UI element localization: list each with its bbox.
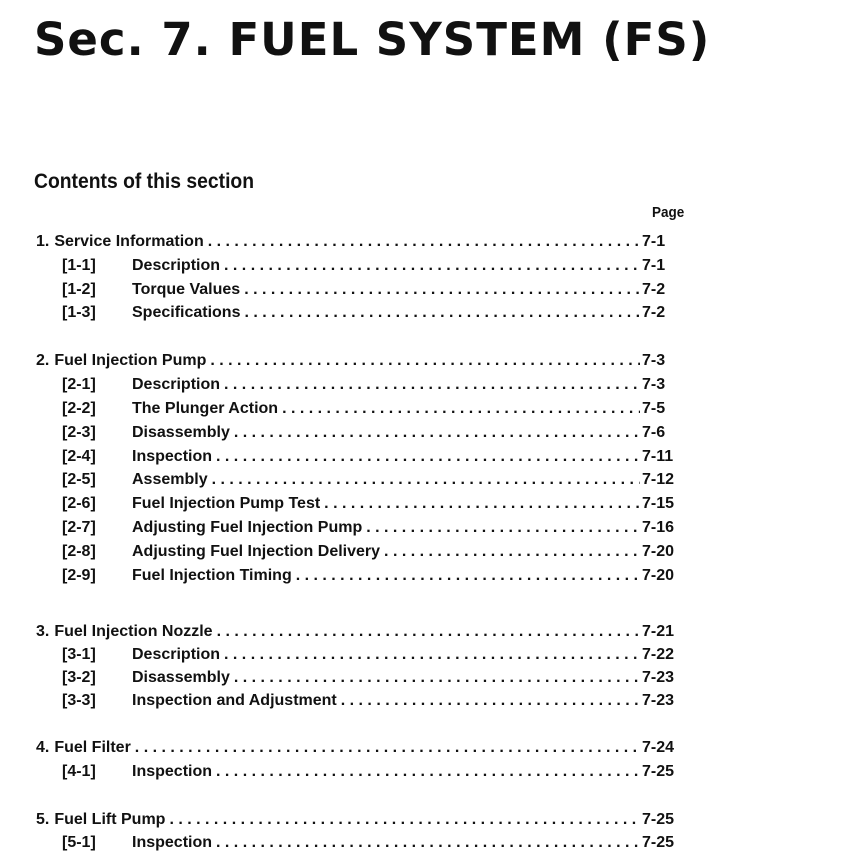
toc-page-number: 7-6 bbox=[642, 424, 666, 441]
toc-number: [4-1] bbox=[62, 763, 96, 780]
toc-entry-2-6[interactable] bbox=[62, 493, 700, 515]
dot-leader bbox=[206, 350, 640, 372]
toc-entry-1-2[interactable] bbox=[62, 279, 700, 301]
toc-page-number: 7-16 bbox=[642, 519, 675, 536]
toc-page-number: 7-3 bbox=[642, 376, 666, 393]
toc-number: [2-7] bbox=[62, 519, 96, 536]
toc-entry-1-3[interactable] bbox=[62, 302, 700, 324]
dot-leader bbox=[204, 231, 640, 253]
toc-number: [1-3] bbox=[62, 304, 96, 321]
toc-entry-3-2[interactable] bbox=[62, 667, 700, 689]
toc-section-2[interactable] bbox=[36, 350, 700, 372]
toc-entry-2-2[interactable] bbox=[62, 398, 700, 420]
toc-label: Adjusting Fuel Injection Pump bbox=[132, 519, 363, 536]
toc-entry-2-1[interactable] bbox=[62, 374, 700, 396]
toc-number: [3-3] bbox=[62, 692, 96, 709]
toc-number: [2-8] bbox=[62, 543, 96, 560]
dot-leader bbox=[337, 690, 640, 712]
toc-page-number: 7-20 bbox=[642, 543, 675, 560]
toc-number: [2-4] bbox=[62, 448, 96, 465]
toc-entry-2-7[interactable] bbox=[62, 517, 700, 539]
toc-number: [3-1] bbox=[62, 646, 96, 663]
toc-number: [1-2] bbox=[62, 281, 96, 298]
dot-leader bbox=[362, 517, 640, 539]
toc-page-number: 7-24 bbox=[642, 739, 675, 756]
toc-entry-2-4[interactable] bbox=[62, 446, 700, 468]
toc-page-number: 7-12 bbox=[642, 471, 675, 488]
toc-entry-2-5[interactable] bbox=[62, 469, 700, 491]
toc-section-1[interactable] bbox=[36, 231, 700, 253]
toc-label: Fuel Injection Pump Test bbox=[132, 495, 321, 512]
dot-leader bbox=[230, 667, 640, 689]
toc-number: 5. bbox=[36, 811, 50, 828]
toc-number: [2-1] bbox=[62, 376, 96, 393]
toc-number: [2-5] bbox=[62, 471, 96, 488]
dot-leader bbox=[212, 761, 640, 783]
toc-label: Service Information bbox=[54, 233, 204, 250]
dot-leader bbox=[220, 374, 640, 396]
toc-label: The Plunger Action bbox=[132, 400, 279, 417]
toc-page-number: 7-11 bbox=[642, 448, 674, 465]
toc-page-number: 7-1 bbox=[642, 257, 666, 274]
toc-label: Description bbox=[132, 257, 221, 274]
toc-label: Torque Values bbox=[132, 281, 241, 298]
dot-leader bbox=[220, 644, 640, 666]
contents-heading: Contents of this section bbox=[34, 170, 255, 193]
toc-number: [2-6] bbox=[62, 495, 96, 512]
toc-label: Inspection and Adjustment bbox=[132, 692, 337, 709]
toc-entry-3-3[interactable] bbox=[62, 690, 700, 712]
toc-section-3[interactable] bbox=[36, 621, 700, 643]
toc-label: Fuel Filter bbox=[54, 739, 131, 756]
toc-page-number: 7-25 bbox=[642, 763, 675, 780]
toc-number: 2. bbox=[36, 352, 50, 369]
toc-label: Description bbox=[132, 376, 221, 393]
toc-page-number: 7-23 bbox=[642, 669, 675, 686]
dot-leader bbox=[320, 493, 640, 515]
toc-page-number: 7-25 bbox=[642, 811, 675, 828]
toc-page-number: 7-23 bbox=[642, 692, 675, 709]
toc-label: Description bbox=[132, 646, 221, 663]
toc-number: 3. bbox=[36, 623, 50, 640]
dot-leader bbox=[240, 279, 640, 301]
page-title: Sec. 7. FUEL SYSTEM (FS) bbox=[34, 13, 711, 66]
toc-label: Inspection bbox=[132, 834, 213, 851]
toc-page-number: 7-1 bbox=[642, 233, 666, 250]
toc-page-number: 7-20 bbox=[642, 567, 675, 584]
dot-leader bbox=[292, 565, 640, 587]
toc-label: Fuel Lift Pump bbox=[54, 811, 166, 828]
toc-label: Disassembly bbox=[132, 669, 230, 686]
dot-leader bbox=[220, 255, 640, 277]
toc-label: Adjusting Fuel Injection Delivery bbox=[132, 543, 381, 560]
dot-leader bbox=[131, 737, 640, 759]
toc-page-number: 7-2 bbox=[642, 281, 666, 298]
dot-leader bbox=[165, 809, 640, 831]
toc-label: Fuel Injection Timing bbox=[132, 567, 292, 584]
toc-section-4[interactable] bbox=[36, 737, 700, 759]
toc-number: [2-9] bbox=[62, 567, 96, 584]
toc-label: Fuel Injection Nozzle bbox=[54, 623, 213, 640]
toc-entry-5-1[interactable] bbox=[62, 832, 700, 854]
dot-leader bbox=[240, 302, 640, 324]
toc-page-number: 7-5 bbox=[642, 400, 666, 417]
toc-entry-2-8[interactable] bbox=[62, 541, 700, 563]
toc-number: [1-1] bbox=[62, 257, 96, 274]
toc-page-number: 7-15 bbox=[642, 495, 675, 512]
toc-entry-3-1[interactable] bbox=[62, 644, 700, 666]
toc-page-number: 7-25 bbox=[642, 834, 675, 851]
toc-entry-2-9[interactable] bbox=[62, 565, 700, 587]
dot-leader bbox=[212, 832, 640, 854]
toc-label: Specifications bbox=[132, 304, 241, 321]
toc-label: Disassembly bbox=[132, 424, 230, 441]
toc-entry-1-1[interactable] bbox=[62, 255, 700, 277]
toc-page-number: 7-21 bbox=[642, 623, 675, 640]
toc-entry-2-3[interactable] bbox=[62, 422, 700, 444]
toc-number: [5-1] bbox=[62, 834, 96, 851]
toc-section-5[interactable] bbox=[36, 809, 700, 831]
toc-number: [3-2] bbox=[62, 669, 96, 686]
toc-number: [2-2] bbox=[62, 400, 96, 417]
toc-number: [2-3] bbox=[62, 424, 96, 441]
toc-label: Assembly bbox=[132, 471, 208, 488]
dot-leader bbox=[230, 422, 640, 444]
toc-page-number: 7-22 bbox=[642, 646, 675, 663]
toc-number: 1. bbox=[36, 233, 50, 250]
dot-leader bbox=[208, 469, 640, 491]
page-column-header: Page bbox=[652, 204, 685, 221]
dot-leader bbox=[278, 398, 640, 420]
toc-label: Inspection bbox=[132, 763, 213, 780]
dot-leader bbox=[213, 621, 640, 643]
toc-label: Fuel Injection Pump bbox=[54, 352, 207, 369]
toc-page-number: 7-3 bbox=[642, 352, 666, 369]
toc-number: 4. bbox=[36, 739, 50, 756]
toc-label: Inspection bbox=[132, 448, 213, 465]
dot-leader bbox=[380, 541, 640, 563]
toc-page-number: 7-2 bbox=[642, 304, 666, 321]
toc-entry-4-1[interactable] bbox=[62, 761, 700, 783]
dot-leader bbox=[212, 446, 640, 468]
